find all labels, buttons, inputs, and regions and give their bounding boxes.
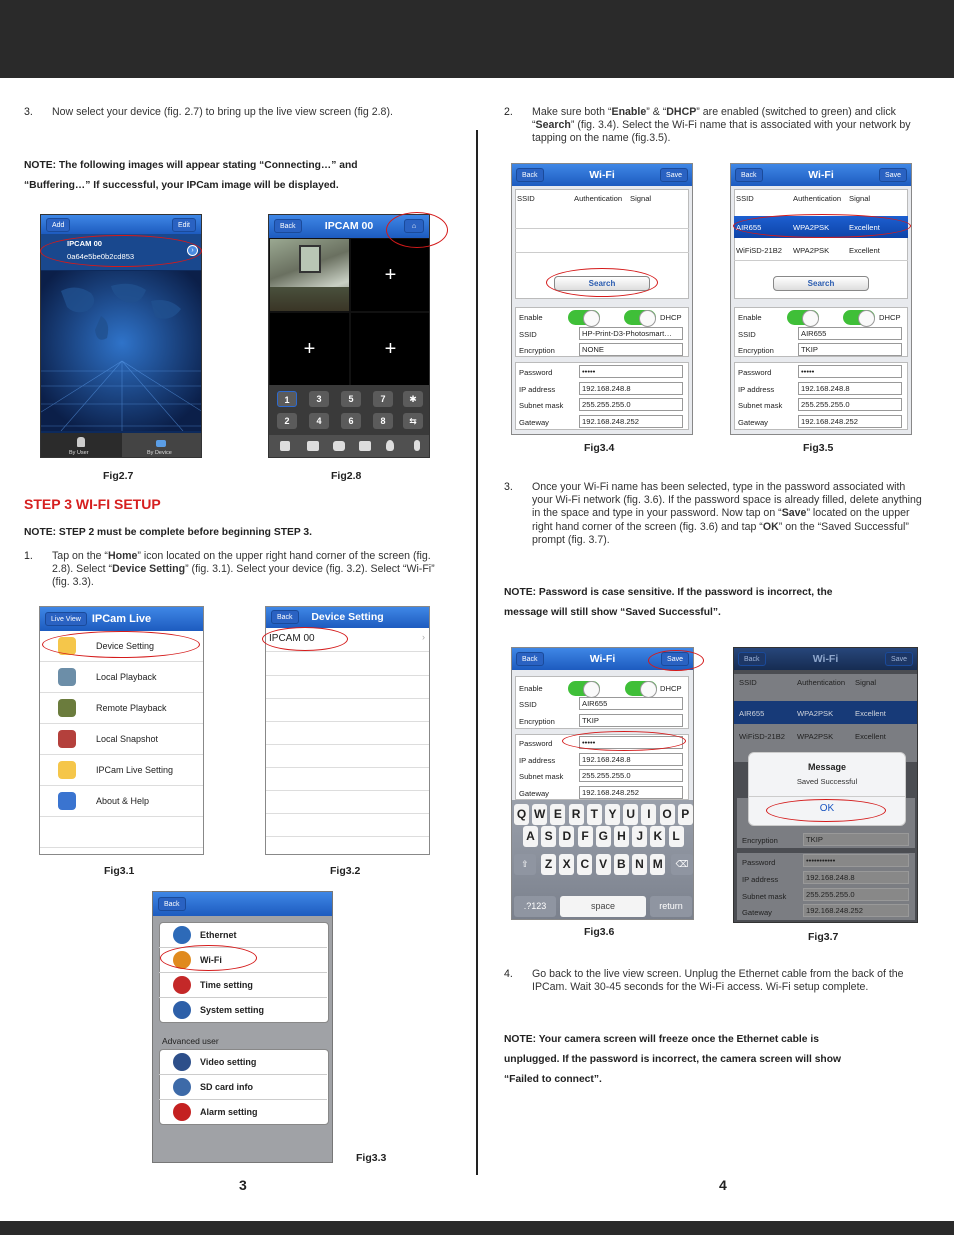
note-line: “Failed to connect”. xyxy=(504,1074,602,1085)
add-camera-slot[interactable]: + xyxy=(270,313,349,385)
dialog-title: Message xyxy=(807,762,847,772)
keyboard-key[interactable]: Y xyxy=(605,804,620,825)
channel-key[interactable]: 7 xyxy=(373,391,393,407)
highlight-oval xyxy=(262,627,348,651)
highlight-oval xyxy=(42,631,200,658)
figure-caption: Fig2.8 xyxy=(331,470,362,482)
highlight-oval xyxy=(733,214,911,238)
column-divider xyxy=(476,130,478,1175)
ssid-field[interactable]: AIR655 xyxy=(579,697,683,710)
highlight-oval xyxy=(40,235,202,267)
keyboard-key[interactable]: O xyxy=(660,804,675,825)
keyboard-key[interactable]: W xyxy=(532,804,547,825)
figure-caption: Fig3.7 xyxy=(808,931,839,943)
password-field[interactable]: ••••• xyxy=(798,365,902,378)
note-line: “Buffering…” If successful, your IPCam image will be displayed. xyxy=(24,180,339,191)
keyboard-key[interactable]: J xyxy=(632,826,647,847)
highlight-oval xyxy=(648,650,704,671)
password-field[interactable]: ••••••••••• xyxy=(803,854,909,867)
fig35-screenshot: Back Wi-Fi Save SSID Authentication Signal AIR655 WPA2PSK Excellent WiFiSD-21B2 WPA2PSK Excellent Search Enable DHCP SSID AIR655 Encryption TKIP Password ••••• IP address 192.168.248.8 Subnet mask 255.255.255.0 Gateway 192.168.248.252 xyxy=(730,163,912,435)
clock-icon xyxy=(173,976,191,994)
channel-key[interactable]: 8 xyxy=(373,413,393,429)
note-line: NOTE: Your camera screen will freeze once the Ethernet cable is xyxy=(504,1034,819,1045)
tools-icon xyxy=(58,761,76,779)
page-number: 3 xyxy=(239,1177,247,1193)
highlight-oval xyxy=(386,212,448,248)
gateway-field[interactable]: 192.168.248.252 xyxy=(579,786,683,799)
nav-title: IPCAM 00 xyxy=(324,220,374,232)
detail-arrow-icon[interactable]: › xyxy=(187,245,198,256)
device-item[interactable]: IPCAM 00 › xyxy=(266,628,429,652)
menu-item-time-setting[interactable]: Time setting xyxy=(159,973,327,998)
menu-item-system-setting[interactable]: System setting xyxy=(159,998,327,1023)
numbers-key[interactable]: .?123 xyxy=(514,896,556,917)
remote-icon xyxy=(58,699,76,717)
world-map-background-icon xyxy=(41,271,202,431)
ip-address-field[interactable]: 192.168.248.8 xyxy=(579,753,683,766)
user-icon xyxy=(77,437,85,447)
keyboard-key[interactable]: P xyxy=(678,804,693,825)
add-camera-slot[interactable]: + xyxy=(351,239,430,311)
fig28-screenshot xyxy=(268,214,430,458)
fig37-screenshot: Back Wi-Fi Save SSID Authentication Signal AIR655 WPA2PSK Excellent WiFiSD-21B2 WPA2PSK Excellent Encryption TKIP Password ••••••••••• IP address 192.168.248.8 Subnet mask 255.255.255.0 Gateway 192.168.248.252 Message Saved Successful OK xyxy=(733,647,918,923)
dhcp-toggle[interactable] xyxy=(624,310,656,325)
password-field[interactable]: ••••• xyxy=(579,365,683,378)
swap-icon[interactable]: ⇆ xyxy=(403,413,423,429)
dhcp-toggle[interactable] xyxy=(625,681,657,696)
save-button[interactable]: Save xyxy=(879,168,907,182)
save-button[interactable]: Save xyxy=(660,168,688,182)
alarm-icon xyxy=(173,1103,191,1121)
menu-item-local-snapshot[interactable]: Local Snapshot xyxy=(40,724,203,755)
channel-key[interactable]: 3 xyxy=(309,391,329,407)
menu-item-ipcam-live-setting[interactable]: IPCam Live Setting xyxy=(40,755,203,786)
back-button[interactable]: Back xyxy=(516,652,544,666)
keyboard-key[interactable]: T xyxy=(587,804,602,825)
nav-title: Wi-Fi xyxy=(589,169,615,181)
menu-item-device-setting[interactable]: Device Setting xyxy=(40,631,203,662)
highlight-oval xyxy=(160,945,257,971)
keyboard-key[interactable]: V xyxy=(596,854,611,875)
highlight-oval xyxy=(546,268,658,297)
note-line: unplugged. If the password is incorrect, the camera screen will show xyxy=(504,1054,842,1065)
nav-title: Device Setting xyxy=(311,611,384,623)
enable-toggle[interactable] xyxy=(787,310,819,325)
figure-caption: Fig3.6 xyxy=(584,926,615,938)
delete-key[interactable]: ⌫ xyxy=(671,854,693,875)
note-line: NOTE: Password is case sensitive. If the password is incorrect, the xyxy=(504,587,833,598)
stop-icon[interactable] xyxy=(280,441,290,451)
menu-item-ethernet[interactable]: Ethernet xyxy=(159,923,327,948)
channel-key[interactable]: 1 xyxy=(277,391,297,407)
figure-caption: Fig2.7 xyxy=(103,470,134,482)
encryption-field[interactable]: TKIP xyxy=(798,343,902,356)
gateway-field[interactable]: 192.168.248.252 xyxy=(798,415,902,428)
step-number: 1. xyxy=(24,550,33,562)
ssid-field[interactable]: HP-Print-D3-Photosmart… xyxy=(579,327,683,340)
back-button[interactable]: Back xyxy=(274,219,302,233)
edit-button[interactable]: Edit xyxy=(172,218,196,232)
ok-button[interactable]: OK xyxy=(819,803,835,814)
figure-caption: Fig3.1 xyxy=(104,865,135,877)
space-key[interactable]: space xyxy=(560,896,646,917)
keyboard-key[interactable]: I xyxy=(641,804,656,825)
ip-address-field[interactable]: 192.168.248.8 xyxy=(579,382,683,395)
light-icon[interactable] xyxy=(386,440,394,451)
back-button[interactable]: Back xyxy=(158,897,186,911)
page-number: 4 xyxy=(719,1177,727,1193)
camera-name[interactable]: IPCAM 00 xyxy=(67,239,103,248)
step-number: 3. xyxy=(504,481,513,493)
enable-toggle[interactable] xyxy=(568,681,600,696)
step-text: Make sure both “Enable” & “DHCP” are enabled (switched to green) and click “Search” (fig. 3.4). Select the Wi-Fi name that is associated with your network by tapping on the name (fig.3.5). xyxy=(532,106,911,145)
figure-caption: Fig3.3 xyxy=(356,1152,387,1164)
dhcp-toggle[interactable] xyxy=(843,310,875,325)
keyboard-key[interactable]: A xyxy=(523,826,538,847)
figure-caption: Fig3.2 xyxy=(330,865,361,877)
record-icon[interactable] xyxy=(359,441,371,451)
video-icon xyxy=(173,1053,191,1071)
keyboard-key[interactable]: C xyxy=(577,854,592,875)
note-line: NOTE: STEP 2 must be complete before beginning STEP 3. xyxy=(24,527,312,538)
figure-caption: Fig3.4 xyxy=(584,442,615,454)
add-camera-slot[interactable]: + xyxy=(351,313,430,385)
step-text: Tap on the “Home” icon located on the upper right hand corner of the screen (fig. 2.8). Select “Device Setting” (fig. 3.1). Select your device (fig. 3.2). Select “Wi-Fi” (fig. 3.3). xyxy=(52,550,435,589)
keyboard-key[interactable]: S xyxy=(541,826,556,847)
menu-item-video-setting[interactable]: Video setting xyxy=(159,1050,327,1075)
microphone-icon[interactable] xyxy=(414,440,420,451)
nav-title: IPCam Live xyxy=(91,613,152,625)
password-field[interactable]: ••••• xyxy=(579,736,683,749)
step-text: Once your Wi-Fi name has been selected, type in the password associated with your Wi-Fi network (fig. 3.6). If the password space is already filled, delete anything in the space and type in your password. Now tap on “Save” located on the upper right hand corner of the screen (fig. 3.6) and tap “OK” on the “Saved Successful” prompt (fig. 3.7). xyxy=(532,481,922,546)
header-bar xyxy=(0,0,954,78)
settings-icon[interactable]: ✱ xyxy=(403,391,423,407)
by-user-label: By User xyxy=(69,450,89,456)
figure-caption: Fig3.5 xyxy=(803,442,834,454)
nav-title: Wi-Fi xyxy=(812,653,839,665)
nav-title: Wi-Fi xyxy=(808,169,834,181)
fig34-screenshot: Back Wi-Fi Save SSID Authentication Signal Search Enable DHCP SSID HP-Print-D3-Photosmart… Encryption NONE Password ••••• IP address 192.168.248.8 Subnet mask 255.255.255.0 Gateway 192.168.248.252 xyxy=(511,163,693,435)
shift-key[interactable]: ⇧ xyxy=(514,854,536,875)
fig36-screenshot: Back Wi-Fi Save Enable DHCP SSID AIR655 Encryption TKIP Password ••••• IP address 192.168.248.8 Subnet mask 255.255.255.0 Gateway 192.168.248.252 Q W E R T Y U I O P A S D F G H J K L Z X C V B N M ⇧ ⌫ .?123 space return xyxy=(511,647,694,920)
keyboard-key[interactable]: F xyxy=(578,826,593,847)
system-icon xyxy=(173,1001,191,1019)
enable-toggle[interactable] xyxy=(568,310,600,325)
note-line: NOTE: The following images will appear stating “Connecting…” and xyxy=(24,160,358,171)
gateway-field[interactable]: 192.168.248.252 xyxy=(579,415,683,428)
keyboard-key[interactable]: Z xyxy=(541,854,556,875)
menu-item-wifi[interactable]: Wi-Fi xyxy=(159,948,327,973)
subnet-mask-field[interactable]: 255.255.255.0 xyxy=(579,769,683,782)
highlight-oval xyxy=(562,731,686,751)
channel-key[interactable]: 5 xyxy=(341,391,361,407)
keyboard-key[interactable]: D xyxy=(559,826,574,847)
save-button[interactable]: Save xyxy=(661,652,689,666)
keyboard-key[interactable]: E xyxy=(550,804,565,825)
section-heading: STEP 3 WI-FI SETUP xyxy=(24,496,161,512)
ip-address-field[interactable]: 192.168.248.8 xyxy=(798,382,902,395)
keyboard-key[interactable]: U xyxy=(623,804,638,825)
home-icon[interactable]: ⌂ xyxy=(404,219,424,233)
keyboard-key[interactable]: K xyxy=(650,826,665,847)
keyboard-key[interactable]: N xyxy=(632,854,647,875)
subnet-mask-field[interactable]: 255.255.255.0 xyxy=(798,398,902,411)
nav-title: Wi-Fi xyxy=(589,653,616,665)
back-button[interactable]: Back xyxy=(735,168,763,182)
encryption-field[interactable]: TKIP xyxy=(579,714,683,727)
live-view-button[interactable]: Live View xyxy=(45,612,87,626)
menu-item-local-playback[interactable]: Local Playback xyxy=(40,662,203,693)
save-button[interactable]: Save xyxy=(885,652,913,666)
dialog-message: Saved Successful xyxy=(796,777,858,786)
step-number: 4. xyxy=(504,968,513,980)
step-text: Now select your device (fig. 2.7) to bring up the live view screen (fig 2.8). xyxy=(52,106,393,118)
encryption-field[interactable]: NONE xyxy=(579,343,683,356)
search-button[interactable]: Search xyxy=(773,276,869,291)
step-text: Go back to the live view screen. Unplug the Ethernet cable from the back of the IPCam. Wait 30-45 seconds for the Wi-Fi access. Wi-Fi setup complete. xyxy=(532,968,904,994)
back-button[interactable]: Back xyxy=(516,168,544,182)
keyboard-key[interactable]: B xyxy=(614,854,629,875)
channel-key[interactable]: 2 xyxy=(277,413,297,429)
snapshot-icon xyxy=(58,730,76,748)
step-number: 2. xyxy=(504,106,513,118)
encryption-field[interactable]: TKIP xyxy=(803,833,909,846)
return-key[interactable]: return xyxy=(650,896,692,917)
subnet-mask-field[interactable]: 255.255.255.0 xyxy=(579,398,683,411)
footer-bar xyxy=(0,1221,954,1235)
back-button[interactable]: Back xyxy=(738,652,766,666)
fig33-screenshot xyxy=(152,891,333,1163)
keyboard-key[interactable]: M xyxy=(650,854,665,875)
add-button[interactable]: Add xyxy=(46,218,70,232)
keyboard-key[interactable]: Q xyxy=(514,804,529,825)
keyboard-key[interactable]: H xyxy=(614,826,629,847)
subnet-mask-field[interactable]: 255.255.255.0 xyxy=(803,888,909,901)
keyboard-key[interactable]: L xyxy=(669,826,684,847)
menu-item-sd-card-info[interactable]: SD card info xyxy=(159,1075,327,1100)
help-icon xyxy=(58,792,76,810)
keyboard-key[interactable]: R xyxy=(569,804,584,825)
step-number: 3. xyxy=(24,106,33,118)
channel-key[interactable]: 6 xyxy=(341,413,361,429)
ip-address-field[interactable]: 192.168.248.8 xyxy=(803,871,909,884)
gateway-field[interactable]: 192.168.248.252 xyxy=(803,904,909,917)
by-device-label: By Device xyxy=(147,450,172,456)
channel-key[interactable]: 4 xyxy=(309,413,329,429)
menu-item-alarm-setting[interactable]: Alarm setting xyxy=(159,1100,327,1125)
ssid-field[interactable]: AIR655 xyxy=(798,327,902,340)
menu-item-about-help[interactable]: About & Help xyxy=(40,786,203,817)
camera-icon xyxy=(156,440,166,447)
snapshot-icon[interactable] xyxy=(333,441,345,451)
menu-item-remote-playback[interactable]: Remote Playback xyxy=(40,693,203,724)
note-line: message will still show “Saved Successful”. xyxy=(504,607,721,618)
keyboard-key[interactable]: X xyxy=(559,854,574,875)
ethernet-icon xyxy=(173,926,191,944)
back-button[interactable]: Back xyxy=(271,610,299,624)
playback-icon xyxy=(58,668,76,686)
zoom-icon[interactable] xyxy=(307,441,319,451)
camera-id: 0a64e5be0b2cd853 xyxy=(67,252,135,261)
search-button[interactable]: Search xyxy=(554,276,650,291)
highlight-oval xyxy=(766,799,886,822)
sd-card-icon xyxy=(173,1078,191,1096)
section-label: Advanced user xyxy=(162,1036,219,1046)
keyboard-key[interactable]: G xyxy=(596,826,611,847)
